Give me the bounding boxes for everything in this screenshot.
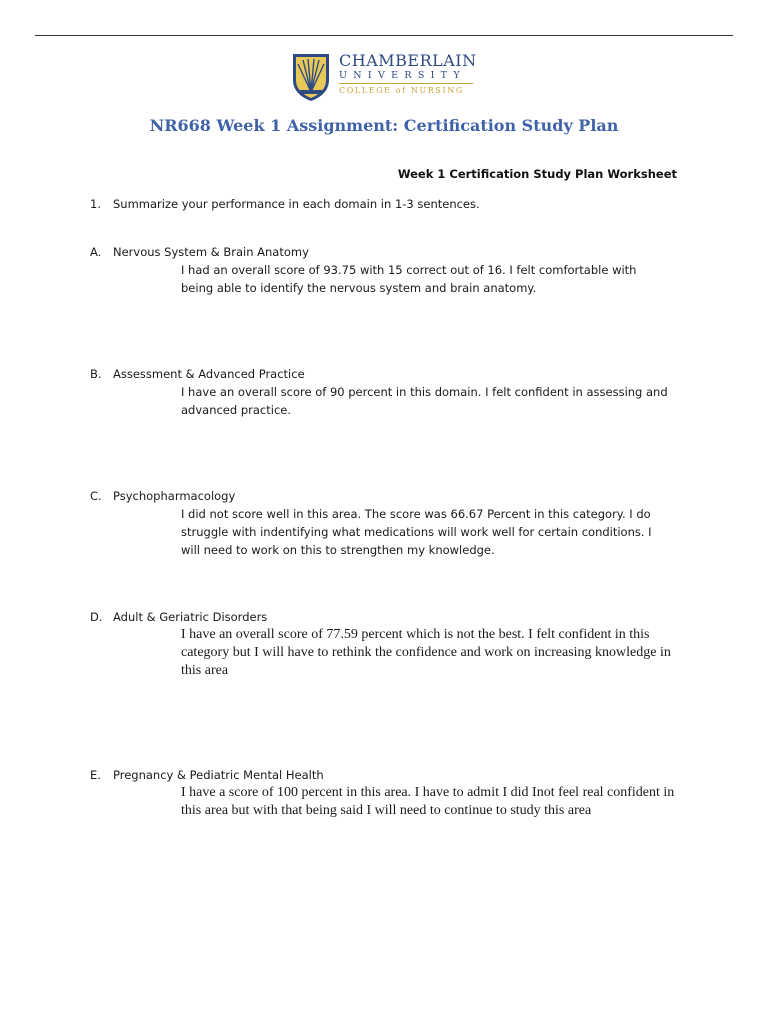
domain-label: [90, 766, 690, 784]
domain-item-b: [90, 365, 690, 419]
question-text: Summarize your performance in each domain in 1-3 sentences.: [113, 197, 480, 211]
domain-item-d: [90, 608, 690, 680]
header-rule: [35, 35, 733, 36]
domain-name: Assessment & Advanced Practice: [113, 367, 305, 381]
domain-answer: I have a score of 100 percent in this area. I have to admit I did Inot feel real confident in this area but with that being said I will need to continue to study this area: [181, 785, 675, 818]
domain-item-a: [90, 243, 690, 297]
domain-answer: I have an overall score of 90 percent in this domain. I felt confident in assessing and advanced practice.: [181, 385, 668, 417]
domain-letter: D.: [90, 610, 103, 624]
logo-university: UNIVERSITY: [339, 70, 466, 81]
domain-answer: I had an overall score of 93.75 with 15 correct out of 16. I felt comfortable with being able to identify the nervous system and brain anatomy.: [181, 263, 637, 295]
logo-name: CHAMBERLAIN: [339, 51, 477, 70]
domain-item-c: [90, 487, 690, 559]
domain-label: [90, 487, 690, 505]
shield-logo-icon: [291, 52, 331, 102]
question-1: [90, 197, 480, 211]
domain-item-e: [90, 766, 690, 820]
logo-college: COLLEGE of NURSING: [339, 86, 464, 95]
domain-label: [90, 243, 690, 261]
domain-label: [90, 608, 690, 626]
worksheet-subtitle: Week 1 Certification Study Plan Worksheet: [397, 167, 677, 181]
university-logo: [291, 52, 481, 102]
domain-name: Pregnancy & Pediatric Mental Health: [113, 768, 324, 782]
domain-answer: I have an overall score of 77.59 percent which is not the best. I felt confident in this category but I will have to rethink the confidence and work on increasing knowledge in this area: [181, 627, 671, 678]
domain-label: [90, 365, 690, 383]
question-number: 1.: [90, 197, 101, 211]
domain-letter: B.: [90, 367, 102, 381]
domain-name: Psychopharmacology: [113, 489, 236, 503]
domain-letter: E.: [90, 768, 101, 782]
logo-divider: [339, 83, 473, 84]
domain-letter: C.: [90, 489, 102, 503]
domain-name: Adult & Geriatric Disorders: [113, 610, 268, 624]
document-title: NR668 Week 1 Assignment: Certification Study Plan: [149, 116, 619, 135]
domain-name: Nervous System & Brain Anatomy: [113, 245, 309, 259]
domain-answer: I did not score well in this area. The score was 66.67 Percent in this category. I do struggle with indentifying what medications will work well for certain conditions. I will need to work on this to strengthen my knowledge.: [181, 507, 652, 557]
domain-letter: A.: [90, 245, 102, 259]
